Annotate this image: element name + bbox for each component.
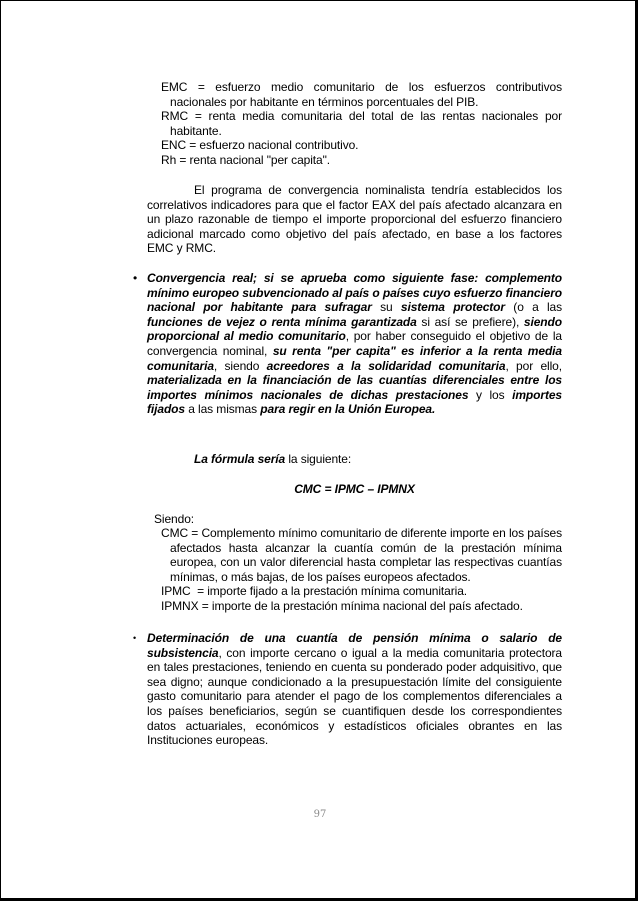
definition-ipmc: IPMC = importe fijado a la prestación mínima comunitaria. xyxy=(161,584,467,599)
definition-cmc: CMC = Complemento mínimo comunitario de diferente importe en los países afectados hasta alcanzar la cuantía común de la prestación mínima europea, con un valor diferencial hasta completar las respectivas cuantías mínimas, o más bajas, de los países europeos afectados. xyxy=(161,526,562,584)
paragraph-nominal-convergence xyxy=(147,183,562,256)
emphasis-text: Determinación de una cuantía de pensión mínima o salario de subsistencia xyxy=(147,631,562,660)
bullet-real-convergence xyxy=(147,271,562,417)
emphasis-text: funciones de vejez o renta mínima garantizada xyxy=(147,314,417,329)
definitions-top xyxy=(161,80,562,168)
plain-text: si así se prefiere), xyxy=(416,314,524,329)
emphasis-text: materializada en la financiación de las cuantías diferenciales entre los importes mínimos nacionales de dichas prestaciones xyxy=(147,373,562,402)
definition-ipmnx: IPMNX = importe de la prestación mínima nacional del país afectado. xyxy=(161,598,523,613)
definitions-formula xyxy=(161,526,562,614)
bullet-icon: • xyxy=(133,633,137,643)
plain-text: su xyxy=(371,300,401,315)
paragraph-text: El programa de convergencia nominalista tendría establecidos los correlativos indicadores para que el factor EAX del país afectado alcanzara en un plazo razonable de tiempo el importe proporcional del esfuerzo financiero adicional marcado como objetivo del país afectado, en base a los factores EMC y RMC. xyxy=(147,183,562,256)
definition-emc: EMC = esfuerzo medio comunitario de los esfuerzos contributivos nacionales por habitante en términos porcentuales del PIB. xyxy=(161,80,562,109)
definition-enc: ENC = esfuerzo nacional contributivo. xyxy=(161,138,359,153)
emphasis-text: acreedores a la solidaridad comunitaria xyxy=(266,358,506,373)
definition-rh: Rh = renta nacional "per capita". xyxy=(161,152,330,167)
emphasis-text: su renta "per capita" es inferior a la renta media comunitaria xyxy=(147,343,562,373)
emphasis-text: Convergencia real; si se aprueba como siguiente fase: complemento mínimo europeo subvencionado al país o países cuyo esfuerzo financiero nacional por habitante para sufragar xyxy=(147,271,562,315)
plain-text: y los xyxy=(468,387,513,402)
definition-rmc: RMC = renta media comunitaria del total de las rentas nacionales por habitante. xyxy=(161,109,562,138)
emphasis-text: siendo proporcional al medio comunitario xyxy=(147,314,562,344)
plain-text: , siendo xyxy=(213,358,267,373)
formula-intro-bold: La fórmula sería xyxy=(194,452,286,466)
plain-text: (o a las xyxy=(504,300,563,315)
siendo-label: Siendo: xyxy=(154,512,194,526)
formula: CMC = IPMC – IPMNX xyxy=(294,482,415,496)
emphasis-text: sistema protector xyxy=(400,300,505,315)
formula-intro xyxy=(194,452,351,467)
page-number: 97 xyxy=(313,809,327,820)
plain-text: , con importe cercano o igual a la media comunitaria protectora en tales prestaciones, teniendo en cuenta su ponderado poder adquisitivo, que sea digno; aunque condicionado a la presupuestación límite del consiguiente gasto comunitario para atender el pago de los complementos diferenciales a los países beneficiarios, según se cuantifiquen desde los correspondientes datos actuariales, económicos y estadísticos oficiales obrantes en las Instituciones europeas. xyxy=(147,645,562,748)
plain-text: a las mismas xyxy=(184,402,261,417)
formula-intro-rest: la siguiente: xyxy=(285,452,352,466)
plain-text: , por ello, xyxy=(505,358,562,373)
emphasis-text: para regir en la Unión Europea. xyxy=(260,402,436,417)
bullet-minimum-pension xyxy=(147,631,562,748)
bullet-icon: • xyxy=(133,271,138,285)
emphasis-text: importes fijados xyxy=(147,387,562,417)
plain-text: , por haber conseguido el objetivo de la convergencia nominal, xyxy=(147,329,562,358)
